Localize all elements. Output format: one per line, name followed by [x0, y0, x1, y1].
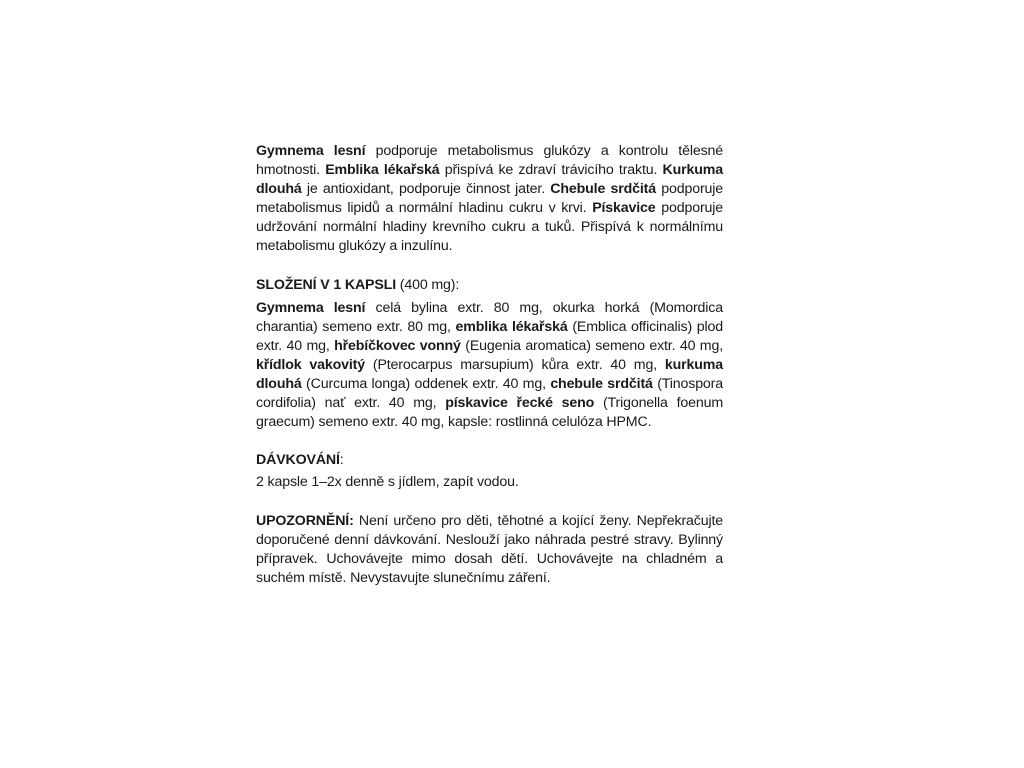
dosage-heading: [256, 451, 723, 470]
ingredient-benefit: podporuje metabolismus glukózy a kontrolu tělesné hmotnosti.: [256, 143, 723, 179]
ingredient-detail: (Emblica officinalis) plod extr. 40 mg,: [256, 318, 723, 354]
warning-paragraph: [256, 512, 723, 588]
ingredient-benefit: je antioxidant, podporuje činnost jater.: [301, 181, 551, 198]
warning-text: Není určeno pro děti, těhotné a kojící ženy. Nepřekračujte doporučené denní dávkování. Neslouží jako náhrada pestré stravy. Bylinný přípravek. Uchovávejte mimo dosah dětí. Uchovávejte na chladném a suchém místě. Nevystavujte slunečnímu záření.: [256, 512, 723, 586]
ingredient-detail: (Pterocarpus marsupium) kůra extr. 40 mg,: [364, 356, 665, 373]
ingredient-name: emblika lékařská: [455, 318, 568, 335]
product-label-text: [256, 142, 723, 588]
composition-title: SLOŽENÍ V 1 KAPSLI: [256, 276, 396, 293]
ingredient-detail: (Tinospora cordifolia) nať extr. 40 mg,: [256, 376, 723, 412]
ingredient-detail: (Eugenia aromatica) semeno extr. 40 mg,: [460, 337, 723, 354]
ingredient-benefit: podporuje udržování normální hladiny krevního cukru a tuků. Přispívá k normálnímu metabolismu glukózy a inzulínu.: [256, 200, 723, 255]
composition-weight: (400 mg):: [396, 276, 460, 293]
ingredient-name: Emblika lékařská: [325, 162, 440, 179]
ingredient-name: Chebule srdčitá: [550, 181, 656, 198]
ingredient-benefit: přispívá ke zdraví trávicího traktu.: [439, 162, 663, 179]
ingredient-name: Gymnema lesní: [256, 299, 366, 316]
ingredient-name: pískavice řecké seno: [445, 395, 595, 412]
warning-title: UPOZORNĚNÍ:: [256, 512, 354, 529]
ingredient-detail: celá bylina extr. 80 mg, okurka horká (Momordica charantia) semeno extr. 80 mg,: [256, 299, 723, 335]
composition-paragraph: [256, 299, 723, 433]
ingredient-name: Gymnema lesní: [256, 143, 366, 159]
ingredient-name: křídlok vakovitý: [256, 356, 365, 373]
ingredient-name: Kurkuma dlouhá: [256, 162, 723, 198]
ingredient-name: chebule srdčitá: [550, 376, 653, 393]
composition-heading: [256, 276, 723, 295]
ingredient-name: kurkuma dlouhá: [256, 356, 723, 393]
ingredient-name: Pískavice: [592, 200, 656, 217]
ingredient-detail: (Curcuma longa) oddenek extr. 40 mg,: [301, 376, 551, 393]
intro-paragraph: [256, 142, 723, 257]
dosage-text: 2 kapsle 1–2x denně s jídlem, zapít vodou.: [256, 474, 519, 491]
ingredient-benefit: podporuje metabolismus lipidů a normální hladinu cukru v krvi.: [256, 181, 724, 217]
ingredient-detail: (Trigonella foenum graecum) semeno extr. 40 mg, kapsle: rostlinná celulóza HPMC.: [256, 395, 723, 431]
dosage-colon: :: [339, 452, 344, 469]
ingredient-name: hřebíčkovec vonný: [334, 337, 461, 354]
dosage-title: DÁVKOVÁNÍ: [256, 452, 340, 469]
